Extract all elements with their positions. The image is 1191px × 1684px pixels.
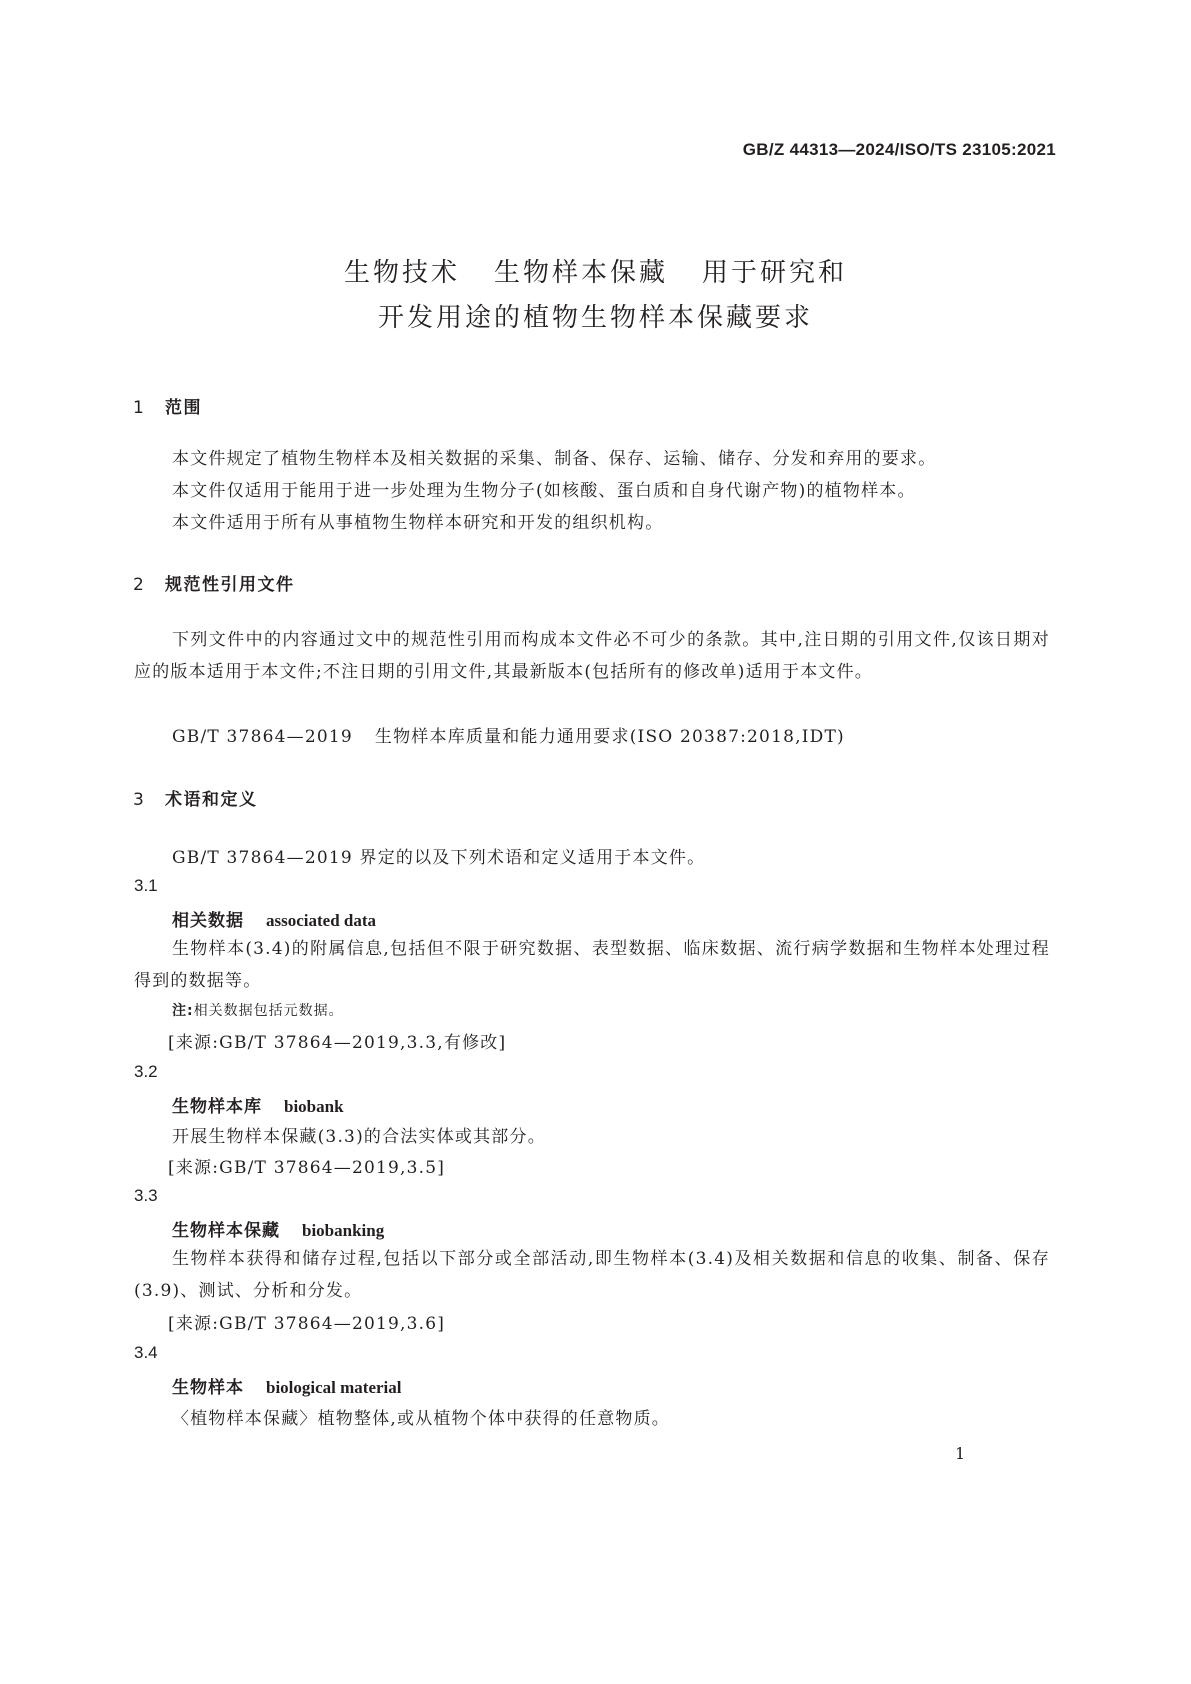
term-zh: 生物样本保藏	[172, 1221, 280, 1241]
term-en: biobank	[284, 1097, 344, 1116]
section-number: 1	[133, 398, 146, 418]
scope-paragraph-3: 本文件适用于所有从事植物生物样本研究和开发的组织机构。	[172, 513, 664, 533]
section-number: 2	[133, 575, 146, 595]
note-text: 相关数据包括元数据。	[193, 1003, 344, 1019]
scope-paragraph-2: 本文件仅适用于能用于进一步处理为生物分子(如核酸、蛋白质和自身代谢产物)的植物样本。	[172, 481, 916, 501]
term-note	[172, 1000, 344, 1020]
section-title: 术语和定义	[165, 790, 258, 810]
title-part-2: 生物样本保藏	[493, 258, 668, 288]
section-heading-scope	[133, 393, 202, 418]
term-en: biological material	[266, 1378, 402, 1397]
term-en: biobanking	[302, 1221, 385, 1240]
term-source: [来源:GB/T 37864—2019,3.6]	[168, 1314, 446, 1334]
term-heading	[172, 1216, 384, 1241]
reference-entry	[172, 722, 845, 747]
term-definition: 生物样本(3.4)的附属信息,包括但不限于研究数据、表型数据、临床数据、流行病学数据和生物样本处理过程得到的数据等。	[134, 939, 1050, 991]
reference-code: GB/T 37864—2019	[172, 727, 353, 747]
title-part-1: 生物技术	[343, 258, 460, 288]
standard-code: GB/Z 44313—2024/ISO/TS 23105:2021	[742, 140, 1056, 159]
page-number: 1	[955, 1444, 966, 1463]
term-definition: 〈植物样本保藏〉植物整体,或从植物个体中获得的任意物质。	[172, 1409, 671, 1429]
note-label: 注:	[172, 1003, 194, 1019]
term-zh: 生物样本	[172, 1378, 244, 1398]
section-heading-normative-references	[133, 570, 295, 595]
term-zh: 相关数据	[172, 911, 244, 931]
term-zh: 生物样本库	[172, 1097, 262, 1117]
document-title-line-2: 开发用途的植物生物样本保藏要求	[377, 303, 813, 333]
term-source: [来源:GB/T 37864—2019,3.3,有修改]	[168, 1033, 507, 1053]
term-number: 3.1	[134, 876, 158, 895]
section-heading-terms-and-definitions	[133, 785, 258, 810]
terms-intro: GB/T 37864—2019 界定的以及下列术语和定义适用于本文件。	[172, 848, 706, 868]
document-title-line-1	[0, 260, 1191, 286]
section-number: 3	[133, 790, 146, 810]
term-source: [来源:GB/T 37864—2019,3.5]	[168, 1158, 446, 1178]
term-number: 3.2	[134, 1062, 158, 1081]
term-heading	[172, 1373, 402, 1398]
section-title: 规范性引用文件	[165, 575, 295, 595]
term-definition: 开展生物样本保藏(3.3)的合法实体或其部分。	[172, 1127, 546, 1147]
reference-title: 生物样本库质量和能力通用要求(ISO 20387:2018,IDT)	[374, 727, 845, 747]
term-heading	[172, 906, 376, 931]
term-en: associated data	[266, 911, 377, 930]
scope-paragraph-1: 本文件规定了植物生物样本及相关数据的采集、制备、保存、运输、储存、分发和弃用的要求。	[172, 449, 937, 469]
title-part-3: 用于研究和	[702, 258, 848, 288]
term-definition: 生物样本获得和储存过程,包括以下部分或全部活动,即生物样本(3.4)及相关数据和信息的收集、制备、保存(3.9)、测试、分析和分发。	[134, 1249, 1050, 1301]
term-heading	[172, 1092, 344, 1117]
term-number: 3.4	[134, 1343, 158, 1362]
section-title: 范围	[165, 398, 202, 418]
term-number: 3.3	[134, 1186, 158, 1205]
normative-references-paragraph: 下列文件中的内容通过文中的规范性引用而构成本文件必不可少的条款。其中,注日期的引用文件,仅该日期对应的版本适用于本文件;不注日期的引用文件,其最新版本(包括所有的修改单)适用于本文件。	[134, 630, 1050, 682]
